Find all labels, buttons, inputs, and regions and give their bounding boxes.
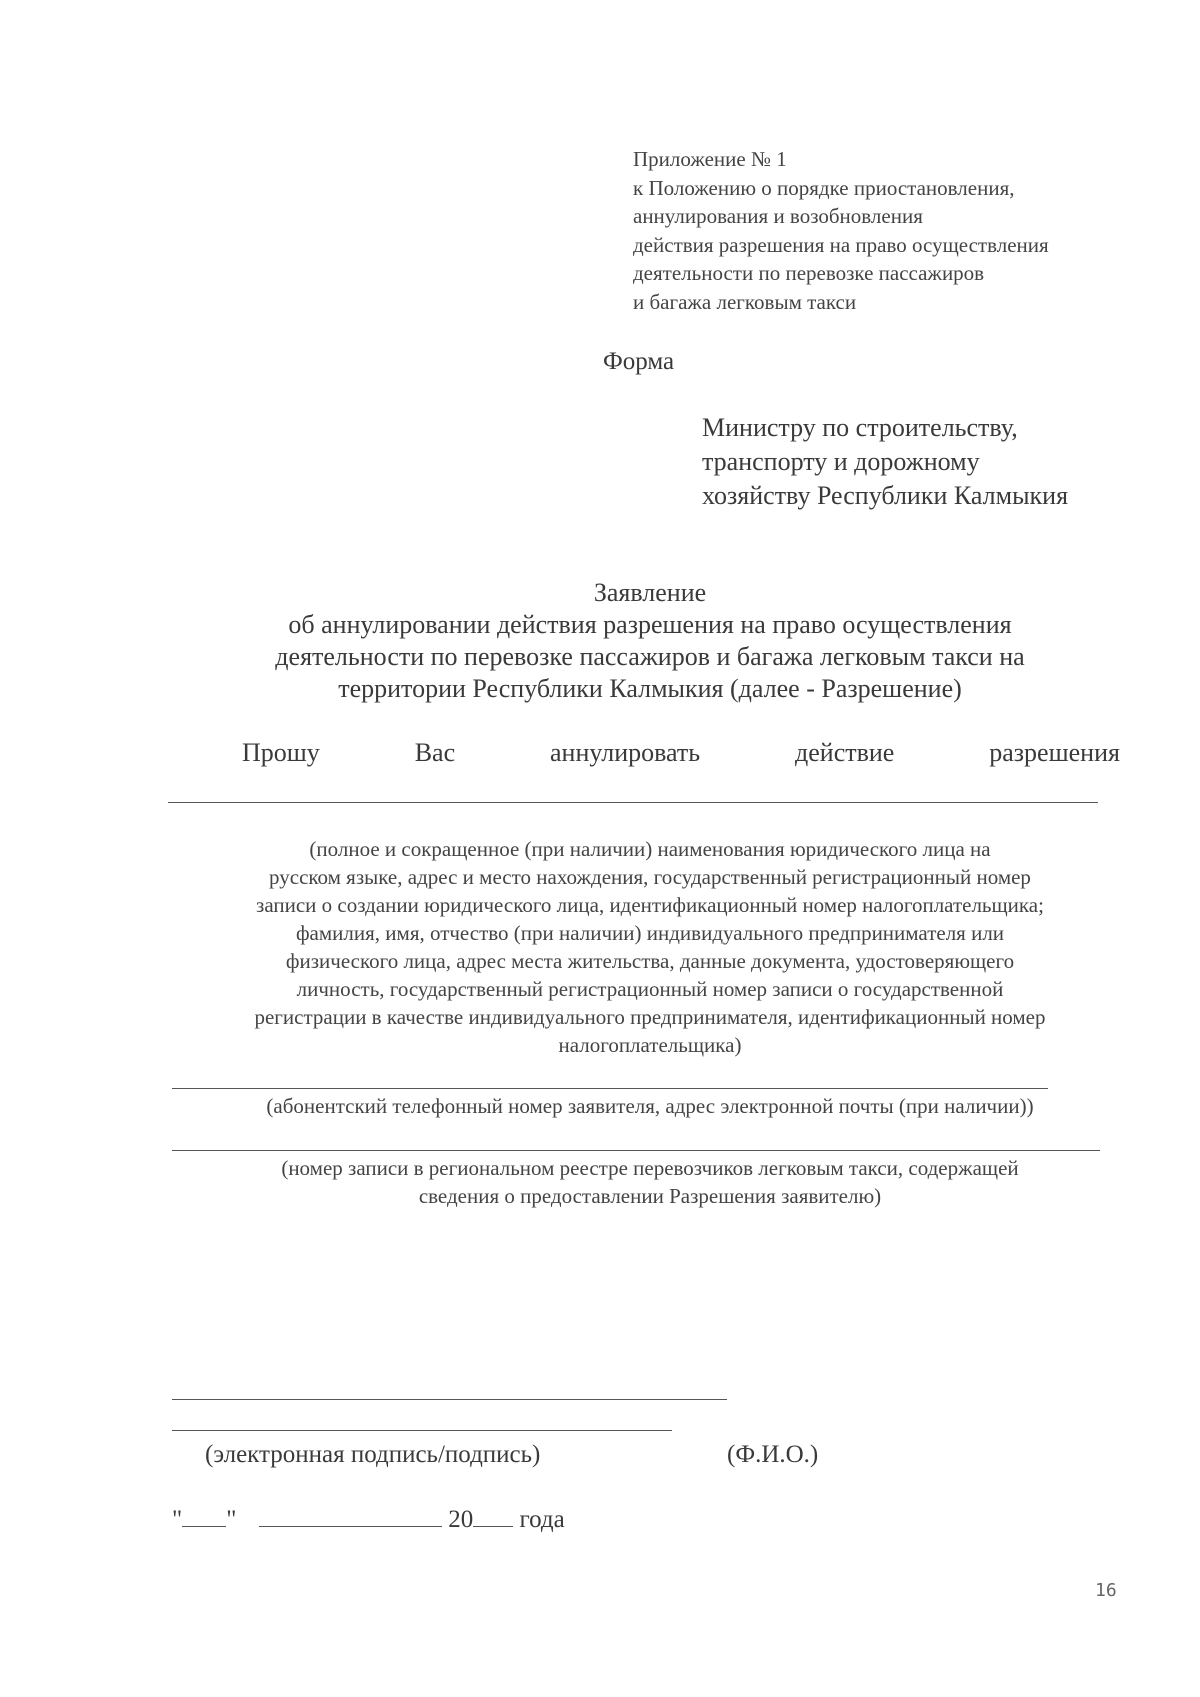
year-word: года [519,1506,565,1533]
request-sentence [242,738,1120,768]
addressee-line: хозяйству Республики Калмыкия [702,481,1069,510]
date-row [172,1504,565,1534]
page-number: 16 [1095,1580,1117,1601]
request-word: аннулировать [550,738,701,767]
name-caption: (Ф.И.О.) [727,1441,819,1468]
appendix-header [633,145,1153,316]
appendix-line: действия разрешения на право осуществления [633,232,1049,257]
signature-caption: (электронная подпись/подпись) [205,1441,541,1468]
registry-caption [150,1154,1150,1210]
applicant-info-field-line[interactable] [168,802,1098,803]
appendix-line: аннулирования и возобновления [633,204,923,228]
registry-field-line[interactable] [172,1150,1100,1151]
contacts-field-line[interactable] [172,1088,1048,1089]
date-open-quote: " [172,1506,183,1533]
request-word: действие [795,738,895,767]
day-field[interactable] [182,1504,226,1527]
caption-line: сведения о предоставлении Разрешения заявителю) [418,1184,882,1208]
year-century: 20 [448,1506,474,1533]
caption-line: фамилия, имя, отчество (при наличии) индивидуального предпринимателя или [295,921,1005,945]
addressee-line: Министру по строительству, [702,413,1018,442]
month-field[interactable] [259,1504,442,1527]
caption-line: регистрации в качестве индивидуального предпринимателя, идентификационный номер [254,1005,1046,1029]
caption-line: русском языке, адрес и место нахождения, государственный регистрационный номер [269,865,1031,889]
addressee-line: транспорту и дорожному [702,447,980,476]
appendix-line: к Положению о порядке приостановления, [633,175,1015,200]
signature-field-line-2[interactable] [172,1430,672,1431]
caption-line: (абонентский телефонный номер заявителя, адрес электронной почты (при наличии)) [266,1094,1034,1118]
appendix-line: и багажа легковым такси [633,289,857,314]
caption-line: личность, государственный регистрационный номер записи о государственной [296,977,1004,1001]
caption-line: (номер записи в региональном реестре перевозчиков легковым такси, содержащей [281,1156,1019,1180]
caption-line: физического лица, адрес места жительства, данные документа, удостоверяющего [285,949,1015,973]
caption-line: (полное и сокращенное (при наличии) наименования юридического лица на [309,837,991,861]
caption-line: записи о создании юридического лица, идентификационный номер налогоплательщика; [256,893,1044,917]
request-word: Прошу [242,738,320,767]
title-line: территории Республики Калмыкия (далее - Разрешение) [338,674,962,703]
applicant-info-caption [150,835,1150,1059]
signature-field-line-1[interactable] [172,1399,727,1400]
appendix-line: Приложение № 1 [633,147,787,171]
request-word: Вас [414,738,456,767]
title-heading: Заявление [593,578,707,607]
document-title [150,577,1150,705]
form-label: Форма [603,348,675,375]
year-field[interactable] [473,1504,513,1527]
date-close-quote: " [226,1506,237,1533]
contacts-caption [150,1092,1150,1120]
appendix-line: деятельности по перевозке пассажиров [633,261,985,285]
title-line: об аннулировании действия разрешения на право осуществления [288,610,1012,639]
request-word: разрешения [989,738,1120,767]
title-line: деятельности по перевозке пассажиров и багажа легковым такси на [275,642,1025,671]
caption-line: налогоплательщика) [558,1033,742,1057]
addressee-block [702,411,1068,513]
